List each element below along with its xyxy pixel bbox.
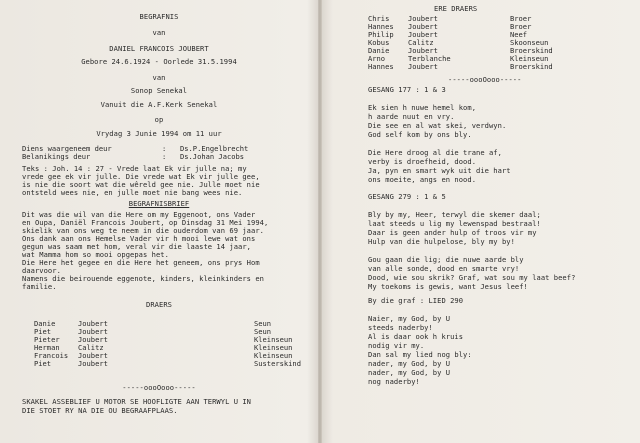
funeral-heading: BEGRAFNIS bbox=[139, 12, 179, 21]
hymn-line: ons moeite, angs en nood. bbox=[368, 175, 477, 184]
bearer-relation: Kleinseun bbox=[254, 351, 293, 360]
hymn-line: Dood, wie sou skrik? Graf, wat sou my laat beef? bbox=[368, 273, 576, 282]
scripture-line: vrede gee ek vir julle. Die vrede wat Ek vir julle gee, bbox=[22, 172, 260, 181]
footer-line: SKAKEL ASSEBLIEF U MOTOR SE HOOFLIGTE AAN TERWYL U IN bbox=[22, 397, 252, 406]
hymn-line: Die Here droog al die trane af, bbox=[368, 148, 502, 157]
officiant-role: Belanikings deur bbox=[22, 152, 91, 161]
officiant-role: Diens waargeneem deur bbox=[22, 144, 112, 153]
hymn-line: Bly by my, Heer, terwyl die skemer daal; bbox=[368, 210, 541, 219]
honour-row bbox=[368, 63, 553, 71]
honour-relation: Broerskind bbox=[510, 46, 553, 55]
honour-relation: Broerskind bbox=[510, 62, 553, 71]
hymn-line: laat steeds u lig my lewenspad bestraal! bbox=[368, 219, 541, 228]
officiant-row bbox=[22, 153, 248, 161]
hymn-line: verby is droefheid, dood. bbox=[368, 157, 477, 166]
church-line: Vanuit die A.F.Kerk Senekal bbox=[100, 100, 218, 109]
honour-relation: Skoonseun bbox=[510, 38, 549, 47]
scripture-line: Teks : Joh. 14 : 27 - Vrede laat Ek vir julle na; my bbox=[22, 164, 247, 173]
honour-bearers-table bbox=[368, 15, 553, 71]
footer-line: DIE STOET RY NA DIE OU BEGRAAFPLAAS. bbox=[22, 406, 178, 415]
honour-last: Joubert bbox=[408, 30, 438, 39]
deceased-name: DANIEL FRANCOIS JOUBERT bbox=[109, 44, 209, 53]
hymn-177-title: GESANG 177 : 1 & 3 bbox=[368, 85, 446, 94]
lifeletter-line: familie. bbox=[22, 282, 57, 291]
honour-first: Chris bbox=[368, 14, 390, 23]
bearers-heading: DRAERS bbox=[146, 300, 172, 309]
hymn-line: Al is daar ook h kruis bbox=[368, 332, 464, 341]
life-dates: Gebore 24.6.1924 - Oorlede 31.5.1994 bbox=[81, 57, 237, 66]
bearer-last: Joubert bbox=[78, 359, 108, 368]
hymn-line: Hulp van die hulpelose, bly my by! bbox=[368, 237, 515, 246]
hymn-line: nader, my God, by U bbox=[368, 368, 451, 377]
lifeletter-line: Dit was die wil van die Here om my Eggenoot, ons Vader bbox=[22, 210, 256, 219]
hymn-line: Daar is geen ander hulp of troos vir my bbox=[368, 228, 537, 237]
hymn-line: Dan sal my lied nog bly: bbox=[368, 350, 472, 359]
honour-last: Joubert bbox=[408, 14, 438, 23]
left-page bbox=[0, 0, 318, 443]
hymn-line: Ja, pyn en smart wyk uit die hart bbox=[368, 166, 511, 175]
bearer-relation: Susterskind bbox=[254, 359, 301, 368]
lifeletter-line: Die Here het gegee en die Here het geneem, ons prys Hom bbox=[22, 258, 260, 267]
bearer-relation: Kleinseun bbox=[254, 343, 293, 352]
hymn-line: My toekoms is gewis, want Jesus leef! bbox=[368, 282, 528, 291]
honour-first: Arno bbox=[368, 54, 386, 63]
lifeletter-line: wat Mamma hom so mooi opgepas het. bbox=[22, 250, 169, 259]
honour-relation: Kleinseun bbox=[510, 54, 549, 63]
scripture-line: is nie die soort wat die wêreld gee nie. Julle moet nie bbox=[22, 180, 260, 189]
right-page bbox=[322, 0, 640, 443]
lifeletter-line: gegun was saam met hom, veral vir die laaste 14 jaar, bbox=[22, 242, 252, 251]
honour-first: Danie bbox=[368, 46, 390, 55]
bearer-last: Joubert bbox=[78, 327, 108, 336]
officiants-table bbox=[22, 145, 248, 161]
divider: -----oooOooo----- bbox=[448, 75, 522, 84]
hymn-line: Die see en al wat skei, verdwyn. bbox=[368, 121, 507, 130]
honour-first: Kobus bbox=[368, 38, 390, 47]
home-place: Sonop Senekal bbox=[130, 86, 188, 95]
bearer-first: Piet bbox=[34, 359, 52, 368]
graveside-title: By die graf : LIED 290 bbox=[368, 296, 464, 305]
service-time: Vrydag 3 Junie 1994 om 11 uur bbox=[96, 129, 222, 138]
honour-relation: Neef bbox=[510, 30, 528, 39]
officiant-sep: : bbox=[162, 152, 167, 161]
hymn-line: h aarde nuut en vry. bbox=[368, 112, 455, 121]
officiant-name: Ds.P.Engelbrecht bbox=[180, 144, 249, 153]
honour-last: Joubert bbox=[408, 46, 438, 55]
bearer-last: Joubert bbox=[78, 319, 108, 328]
bearer-relation: Seun bbox=[254, 327, 272, 336]
bearer-relation: Seun bbox=[254, 319, 272, 328]
lifeletter-line: Ons dank aan ons Hemelse Vader vir h mooi lewe wat ons bbox=[22, 234, 256, 243]
hymn-line: Naier, my God, by U bbox=[368, 314, 451, 323]
lifeletter-line: Namens die beirouende eggenote, kinders, kleinkinders en bbox=[22, 274, 264, 283]
bearer-last: Calitz bbox=[78, 343, 104, 352]
bearer-row bbox=[34, 360, 301, 368]
honour-relation: Broer bbox=[510, 22, 532, 31]
lifeletter-line: en Oupa, Daniël Francois Joubert, op Dinsdag 31 Mei 1994, bbox=[22, 218, 269, 227]
hymn-line: nodig vir my. bbox=[368, 341, 425, 350]
hymn-line: Gou gaan die lig; die nuwe aarde bly bbox=[368, 255, 524, 264]
divider: -----oooOooo----- bbox=[122, 383, 196, 392]
bearer-relation: Kleinseun bbox=[254, 335, 293, 344]
honour-last: Joubert bbox=[408, 62, 438, 71]
lifeletter-line: skielik van ons weg te neem in die ouderdom van 69 jaar. bbox=[22, 226, 264, 235]
bearer-last: Joubert bbox=[78, 335, 108, 344]
bearer-last: Joubert bbox=[78, 351, 108, 360]
bearer-first: Piet bbox=[34, 327, 52, 336]
hymn-line: God self kom by ons bly. bbox=[368, 130, 472, 139]
officiant-name: Ds.Johan Jacobs bbox=[180, 152, 245, 161]
lifeletter-line: daarvoor. bbox=[22, 266, 61, 275]
hymn-line: nader, my God, by U bbox=[368, 359, 451, 368]
honour-first: Hannes bbox=[368, 62, 394, 71]
lifeletter-heading: BEGRAFNISBRIEF bbox=[128, 199, 190, 208]
hymn-line: Ek sien h nuwe hemel kom, bbox=[368, 103, 477, 112]
bearers-table bbox=[34, 320, 301, 368]
honour-last: Joubert bbox=[408, 22, 438, 31]
scripture-line: ontsteld wees nie, en julle moet nie bang wees nie. bbox=[22, 188, 243, 197]
bearer-first: Francois bbox=[34, 351, 69, 360]
bearer-first: Herman bbox=[34, 343, 60, 352]
honour-first: Philip bbox=[368, 30, 394, 39]
honour-bearers-heading: ERE DRAERS bbox=[434, 4, 478, 13]
honour-last: Calitz bbox=[408, 38, 434, 47]
hymn-line: steeds naderby! bbox=[368, 323, 433, 332]
van-line-1: van bbox=[152, 28, 166, 37]
honour-last: Terblanche bbox=[408, 54, 451, 63]
hymn-279-title: GESANG 279 : 1 & 5 bbox=[368, 192, 446, 201]
officiant-sep: : bbox=[162, 144, 167, 153]
hymn-line: van alle sonde, dood en smarte vry! bbox=[368, 264, 520, 273]
hymn-line: nog naderby! bbox=[368, 377, 420, 386]
van-line-2: van bbox=[152, 73, 166, 82]
honour-relation: Broer bbox=[510, 14, 532, 23]
op-line: op bbox=[154, 115, 164, 124]
honour-first: Hannes bbox=[368, 22, 394, 31]
bearer-first: Danie bbox=[34, 319, 56, 328]
bearer-first: Pieter bbox=[34, 335, 60, 344]
